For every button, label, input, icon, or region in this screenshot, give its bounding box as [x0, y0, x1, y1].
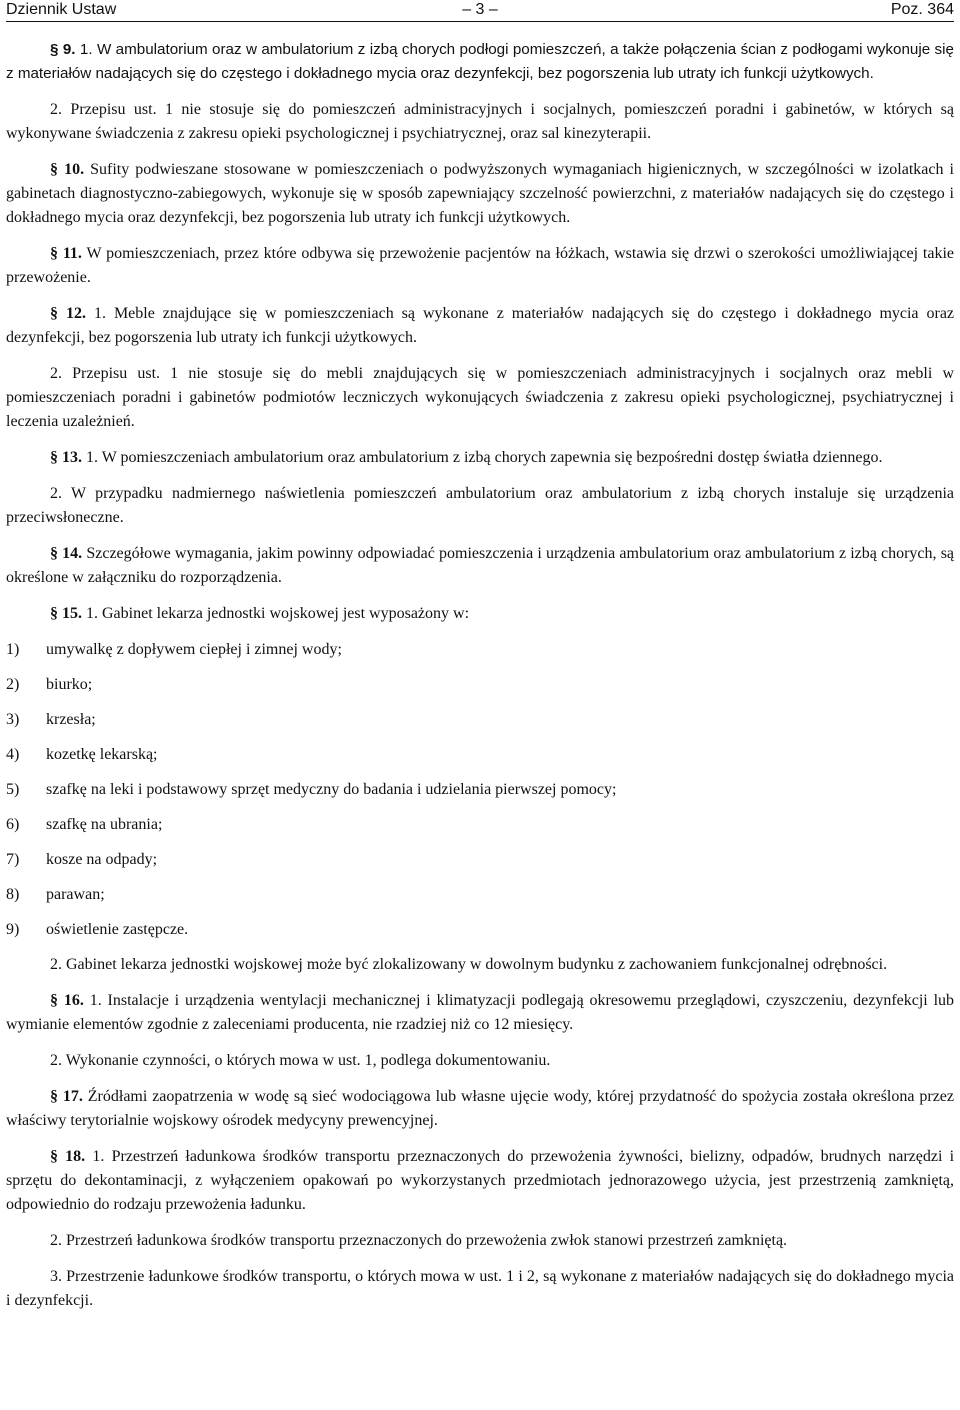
paragraph-9-2: 2. Przepisu ust. 1 nie stosuje się do pomieszczeń administracyjnych i socjalnych, pomieszczeń poradni i gabinetów, w których są wykonywane świadczenia z zakresu opieki psychologicznej i psychiatrycznej, oraz sal kinezyterapii.: [6, 101, 954, 142]
paragraph-10: [6, 158, 954, 230]
paragraph-text: Szczegółowe wymagania, jakim powinny odpowiadać pomieszczenia i urządzenia ambulatorium oraz ambulatorium z izbą chorych, są określone w załączniku do rozporządzenia.: [6, 545, 955, 586]
paragraph-text: Sufity podwieszane stosowane w pomieszczeniach o podwyższonych wymaganiach higienicznych, w szczególności w izolatkach i gabinetach diagnostyczno-zabiegowych, wykonuje się w sposób zapewniający szczelność powierzchni, z materiałów nadających się do częstego i dokładnego mycia oraz dezynfekcji, bez pogorszenia lub utraty ich funkcji użytkowych.: [6, 161, 954, 226]
paragraph-12-2: 2. Przepisu ust. 1 nie stosuje się do mebli znajdujących się w pomieszczeniach administracyjnych i socjalnych oraz mebli w pomieszczeniach poradni i gabinetów podmiotów leczniczych wykonujących świadczenia z zakresu opieki psychologicznej, psychiatrycznej i leczenia uzależnień.: [6, 365, 954, 430]
paragraph-14: [6, 542, 954, 590]
list-item-text: parawan;: [46, 886, 105, 903]
paragraph-text: Przestrzeń ładunkowa środków transportu przeznaczonych do przewożenia żywności, bielizny, odpadów, brudnych narzędzi i sprzętu do dekontaminacji, z wyłączeniem opakowań po wykorzystanych przedmiotach jednorazowego użycia, jest przestrzenią zamkniętą, odpowiednio do rodzaju przewożenia ładunku.: [6, 1148, 955, 1213]
paragraph-mark: § 10.: [50, 161, 85, 178]
paragraph-18-3: 3. Przestrzenie ładunkowe środków transportu, o których mowa w ust. 1 i 2, są wykonane z materiałów nadających się do dokładnego mycia i dezynfekcji.: [6, 1268, 954, 1309]
page-number: – 3 –: [462, 1, 498, 18]
page-header: [6, 0, 954, 22]
paragraph-text: W pomieszczeniach ambulatorium oraz ambulatorium z izbą chorych zapewnia się bezpośredni dostęp światła dziennego.: [101, 449, 883, 466]
paragraph-text: Źródłami zaopatrzenia w wodę są sieć wodociągowa lub własne ujęcie wody, której przydatność do spożycia została określona przez właściwy terytorialnie wojskowy ośrodek medycyny prewencyjnej.: [6, 1088, 954, 1129]
paragraph-text: Meble znajdujące się w pomieszczeniach są wykonane z materiałów nadających się do częstego i dokładnego mycia oraz dezynfekcji, bez pogorszenia lub utraty ich funkcji użytkowych.: [6, 305, 955, 346]
paragraph-mark: § 13.: [50, 449, 82, 466]
list-item-text: umywalkę z dopływem ciepłej i zimnej wody;: [46, 641, 342, 658]
list-item: [6, 848, 954, 872]
paragraph-15-2: 2. Gabinet lekarza jednostki wojskowej może być zlokalizowany w dowolnym budynku z zachowaniem funkcjonalnej odrębności.: [50, 956, 888, 973]
list-item: [6, 708, 954, 732]
list-item-number: 4): [6, 746, 20, 763]
list-item: [6, 813, 954, 837]
list-item-number: 7): [6, 851, 20, 868]
subsection-number: 1.: [86, 605, 98, 622]
list-item-number: 6): [6, 816, 20, 833]
subsection-number: 1.: [79, 41, 93, 58]
paragraph-mark: § 17.: [50, 1088, 83, 1105]
subsection-number: 1.: [93, 305, 106, 322]
paragraph-text: W pomieszczeniach, przez które odbywa się przewożenie pacjentów na łóżkach, wstawia się drzwi o szerokości umożliwiającej takie przewożenie.: [6, 245, 954, 286]
paragraph-text: W ambulatorium oraz w ambulatorium z izbą chorych podłogi pomieszczeń, a także połączenia ścian z podłogami wykonuje się z materiałów nadających się do częstego i dokładnego mycia oraz dezynfekcji, bez pogorszenia lub utraty ich funkcji użytkowych.: [6, 41, 954, 82]
document-body: [6, 38, 954, 1325]
position-number: Poz. 364: [890, 1, 954, 18]
paragraph-15-1: [6, 602, 954, 626]
paragraph-11: [6, 242, 954, 290]
list-item: [6, 778, 954, 802]
paragraph-16-2: 2. Wykonanie czynności, o których mowa w ust. 1, podlega dokumentowaniu.: [50, 1052, 551, 1069]
list-item-number: 9): [6, 921, 20, 938]
list-item: [6, 673, 954, 697]
list-item-text: biurko;: [46, 676, 93, 693]
list-item-text: oświetlenie zastępcze.: [46, 921, 189, 938]
list-item-text: kozetkę lekarską;: [46, 746, 158, 763]
paragraph-mark: § 9.: [50, 41, 76, 58]
equipment-list: [6, 638, 954, 942]
paragraph-mark: § 12.: [50, 305, 86, 322]
list-item-text: kosze na odpady;: [46, 851, 158, 868]
paragraph-16-1: [6, 989, 954, 1037]
list-item: [6, 883, 954, 907]
list-item-text: szafkę na ubrania;: [46, 816, 163, 833]
publication-title: Dziennik Ustaw: [6, 1, 117, 18]
paragraph-mark: § 18.: [50, 1148, 86, 1165]
paragraph-18-1: [6, 1145, 954, 1217]
list-item-number: 2): [6, 676, 20, 693]
list-item-number: 3): [6, 711, 20, 728]
paragraph-text: Instalacje i urządzenia wentylacji mechanicznej i klimatyzacji podlegają okresowemu przeglądowi, czyszczeniu, dezynfekcji lub wymianie elementów zgodnie z zaleceniami producenta, nie rzadziej niż co 12 miesięcy.: [6, 992, 955, 1033]
list-item-number: 5): [6, 781, 20, 798]
paragraph-9-1: [6, 38, 954, 86]
paragraph-13-2: 2. W przypadku nadmiernego naświetlenia pomieszczeń ambulatorium oraz ambulatorium z izbą chorych instaluje się urządzenia przeciwsłoneczne.: [6, 485, 954, 526]
list-item: [6, 638, 954, 662]
paragraph-13-1: [6, 446, 954, 470]
list-item: [6, 743, 954, 767]
list-item-text: krzesła;: [46, 711, 96, 728]
header-rule: [6, 21, 954, 22]
paragraph-12-1: [6, 302, 954, 350]
subsection-number: 1.: [89, 992, 102, 1009]
paragraph-mark: § 11.: [50, 245, 82, 262]
list-item-number: 1): [6, 641, 20, 658]
paragraph-text: Gabinet lekarza jednostki wojskowej jest wyposażony w:: [102, 605, 470, 622]
paragraph-mark: § 15.: [50, 605, 82, 622]
paragraph-mark: § 16.: [50, 992, 84, 1009]
list-item-number: 8): [6, 886, 20, 903]
subsection-number: 1.: [86, 449, 98, 466]
paragraph-18-2: 2. Przestrzeń ładunkowa środków transportu przeznaczonych do przewożenia zwłok stanowi przestrzeń zamkniętą.: [50, 1232, 788, 1249]
paragraph-17: [6, 1085, 954, 1133]
paragraph-mark: § 14.: [50, 545, 83, 562]
list-item: [6, 918, 954, 942]
subsection-number: 1.: [92, 1148, 105, 1165]
list-item-text: szafkę na leki i podstawowy sprzęt medyczny do badania i udzielania pierwszej pomocy;: [46, 781, 617, 798]
